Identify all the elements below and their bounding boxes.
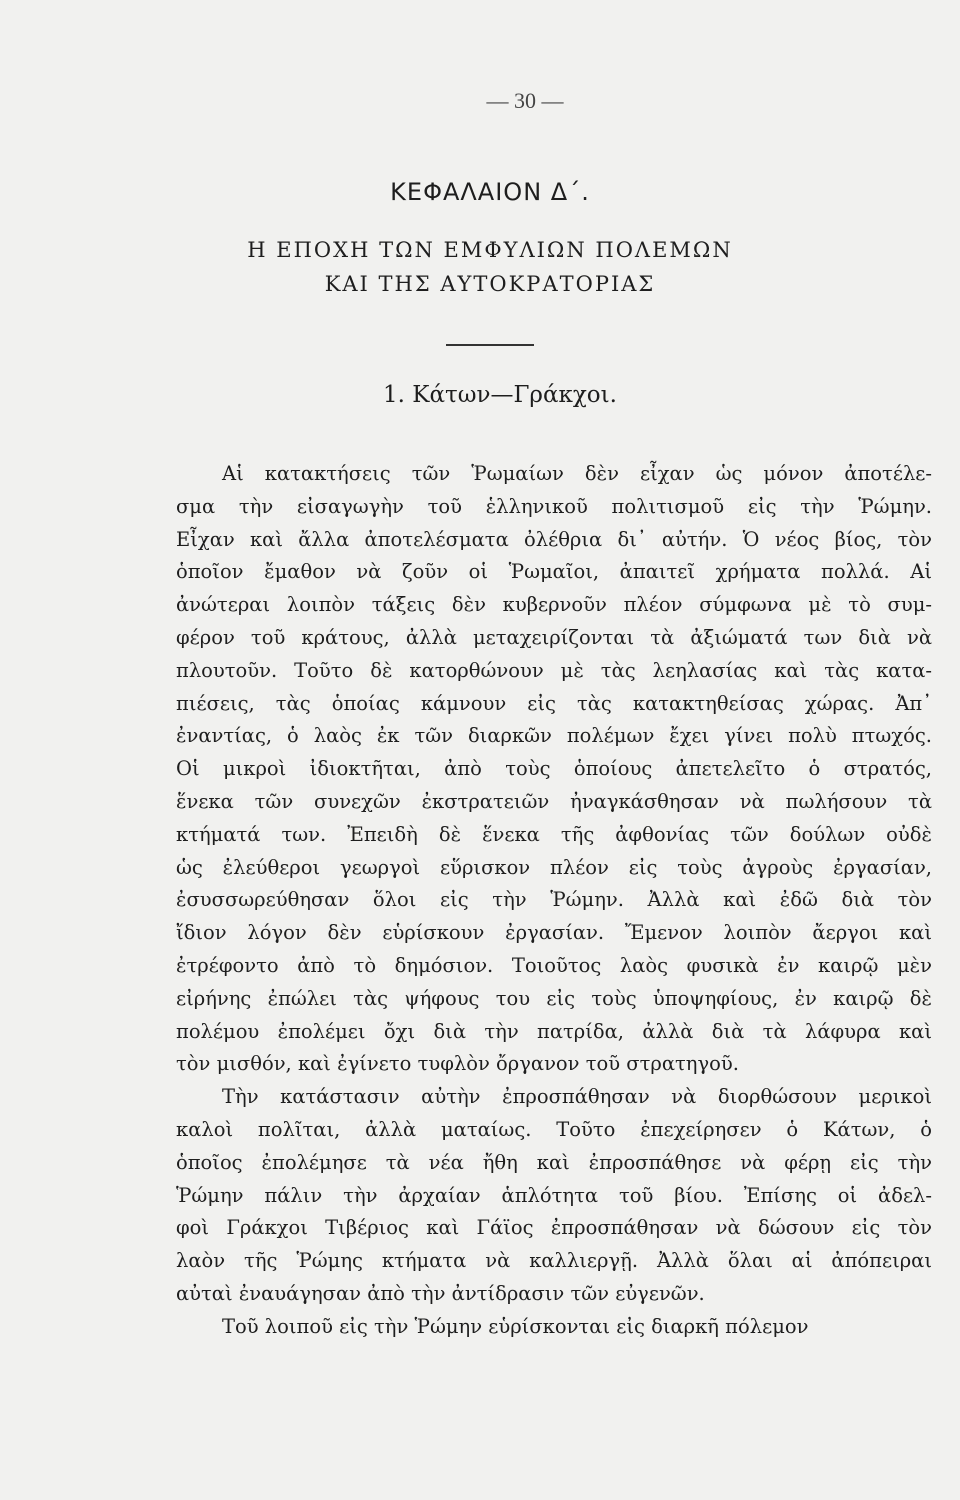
- title-divider: [446, 344, 534, 346]
- text-line: Οἱ μικροὶ ἰδιοκτῆται, ἀπὸ τοὺς ὁποίους ἀπετελεῖτο ὁ στρατός,: [176, 757, 932, 781]
- text-line: ἴδιον λόγον δὲν εὑρίσκουν ἐργασίαν. Ἔμενον λοιπὸν ἄεργοι καὶ: [176, 921, 932, 945]
- text-line: ἐναντίας, ὁ λαὸς ἐκ τῶν διαρκῶν πολέμων ἔχει γίνει πολὺ πτωχός.: [176, 724, 932, 748]
- text-line: πλουτοῦν. Τοῦτο δὲ κατορθώνουν μὲ τὰς λεηλασίας καὶ τὰς κατα-: [176, 658, 932, 682]
- text-line: φοὶ Γράκχοι Τιβέριος καὶ Γάϊος ἐπροσπάθησαν νὰ δώσουν εἰς τὸν: [176, 1216, 932, 1240]
- text-line: ἐσυσσωρεύθησαν ὅλοι εἰς τὴν Ῥώμην. Ἀλλὰ καὶ ἐδῶ διὰ τὸν: [176, 888, 932, 912]
- text-line: λαὸν τῆς Ῥώμης κτήματα νὰ καλλιεργῇ. Ἀλλὰ ὅλαι αἱ ἀπόπειραι: [176, 1249, 932, 1273]
- paragraph: [176, 1311, 932, 1344]
- text-line: Τοῦ λοιποῦ εἰς τὴν Ῥώμην εὑρίσκονται εἰς διαρκῆ πόλεμον: [222, 1314, 809, 1338]
- text-line: πολέμου ἐπολέμει ὄχι διὰ τὴν πατρίδα, ἀλλὰ διὰ τὰ λάφυρα καὶ: [176, 1019, 932, 1043]
- text-line: Ῥώμην πάλιν τὴν ἀρχαίαν ἁπλότητα τοῦ βίου. Ἐπίσης οἱ ἀδελ-: [176, 1183, 932, 1207]
- paragraph: [176, 1081, 932, 1311]
- section-heading: 1. Κάτων—Γράκχοι.: [383, 382, 617, 408]
- chapter-title-line-2: ΚΑΙ ΤΗΣ ΑΥΤΟΚΡΑΤΟΡΙΑΣ: [324, 272, 656, 296]
- text-line: Εἶχαν καὶ ἄλλα ἀποτελέσματα ὀλέθρια δι᾽ αὐτήν. Ὁ νέος βίος, τὸν: [176, 527, 932, 551]
- text-line: ἀνώτεραι λοιπὸν τάξεις δὲν κυβερνοῦν πλέον σύμφωνα μὲ τὸ συμ-: [176, 593, 932, 617]
- text-line: πιέσεις, τὰς ὁποίας κάμνουν εἰς τὰς κατακτηθείσας χώρας. Ἀπ᾽: [176, 691, 932, 715]
- text-line: ἕνεκα τῶν συνεχῶν ἐκστρατειῶν ἠναγκάσθησαν νὰ πωλήσουν τὰ: [176, 789, 932, 813]
- text-line: Αἱ κατακτήσεις τῶν Ῥωμαίων δὲν εἶχαν ὡς μόνον ἀποτέλε-: [222, 462, 932, 485]
- text-line: Τὴν κατάστασιν αὐτὴν ἐπροσπάθησαν νὰ διορθώσουν μερικοὶ: [222, 1085, 932, 1109]
- text-line: τὸν μισθόν, καὶ ἐγίνετο τυφλὸν ὄργανον τοῦ στρατηγοῦ.: [176, 1052, 739, 1076]
- text-line: ὁποῖον ἔμαθον νὰ ζοῦν οἱ Ῥωμαῖοι, ἀπαιτεῖ χρήματα πολλά. Αἱ: [176, 560, 932, 584]
- paragraph: [176, 458, 932, 1081]
- body-text: [176, 458, 932, 1344]
- text-line: ὡς ἐλεύθεροι γεωργοὶ εὕρισκον πλέον εἰς τοὺς ἀγροὺς ἐργασίαν,: [176, 855, 932, 879]
- text-line: φέρον τοῦ κράτους, ἀλλὰ μεταχειρίζονται τὰ ἀξιώματά των διὰ νὰ: [176, 625, 932, 649]
- text-line: σμα τὴν εἰσαγωγὴν τοῦ ἑλληνικοῦ πολιτισμοῦ εἰς τὴν Ῥώμην.: [176, 494, 932, 518]
- text-line: ἐτρέφοντο ἀπὸ τὸ δημόσιον. Τοιοῦτος λαὸς φυσικὰ ἐν καιρῷ μὲν: [176, 953, 932, 977]
- text-line: καλοὶ πολῖται, ἀλλὰ ματαίως. Τοῦτο ἐπεχείρησεν ὁ Κάτων, ὁ: [176, 1117, 932, 1141]
- chapter-title-line-1: Η ΕΠΟΧΗ ΤΩΝ ΕΜΦΥΛΙΩΝ ΠΟΛΕΜΩΝ: [247, 238, 733, 262]
- text-line: αὐταὶ ἐναυάγησαν ἀπὸ τὴν ἀντίδρασιν τῶν εὐγενῶν.: [176, 1281, 705, 1305]
- text-line: ὁποῖος ἐπολέμησε τὰ νέα ἤθη καὶ ἐπροσπάθησε νὰ φέρῃ εἰς τὴν: [176, 1150, 932, 1174]
- page-number: — 30 —: [486, 88, 564, 113]
- chapter-heading: ΚΕΦΑΛΑΙΟΝ Δ΄.: [390, 178, 590, 206]
- text-line: κτήματά των. Ἐπειδὴ δὲ ἕνεκα τῆς ἀφθονίας τῶν δούλων οὐδὲ: [176, 822, 932, 846]
- text-line: εἰρήνης ἐπώλει τὰς ψήφους του εἰς τοὺς ὑποψηφίους, ἐν καιρῷ δὲ: [176, 986, 932, 1010]
